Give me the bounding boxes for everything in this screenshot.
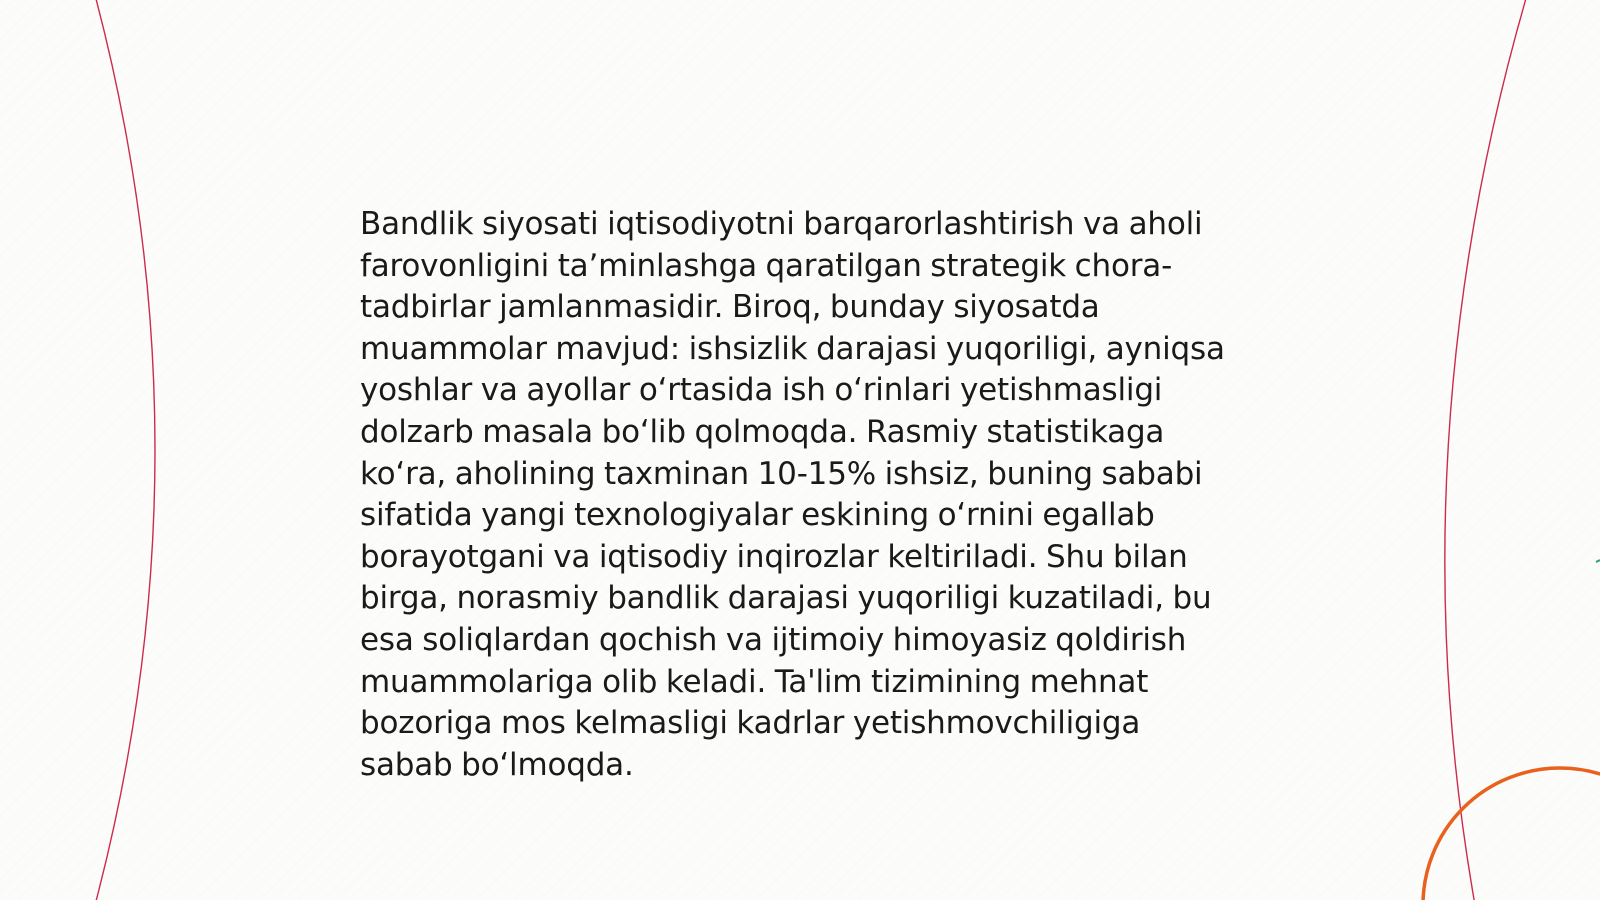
green-tick-decoration [1596, 560, 1600, 562]
orange-circle-decoration [1423, 768, 1600, 900]
left-arc-line [95, 0, 155, 900]
right-arc-line [1445, 0, 1527, 900]
body-paragraph: Bandlik siyosati iqtisodiyotni barqarorlashtirish va aholi farovonligini ta’minlashga qaratilgan strategik chora-tadbirlar jamlanmasidir. Biroq, bunday siyosatda muammolar mavjud: ishsizlik darajasi yuqoriligi, ayniqsa yoshlar va ayollar o‘rtasida ish o‘rinlari yetishmasligi dolzarb masala bo‘lib qolmoqda. Rasmiy statistikaga ko‘ra, aholining taxminan 10-15% ishsiz, buning sababi sifatida yangi texnologiyalar eskining o‘rnini egallab borayotgani va iqtisodiy inqirozlar keltiriladi. Shu bilan birga, norasmiy bandlik darajasi yuqoriligi kuzatiladi, bu esa soliqlardan qochish va ijtimoiy himoyasiz qoldirish muammolariga olib keladi. Ta'lim tizimining mehnat bozoriga mos kelmasligi kadrlar yetishmovchiligiga sabab bo‘lmoqda. [360, 206, 1225, 783]
